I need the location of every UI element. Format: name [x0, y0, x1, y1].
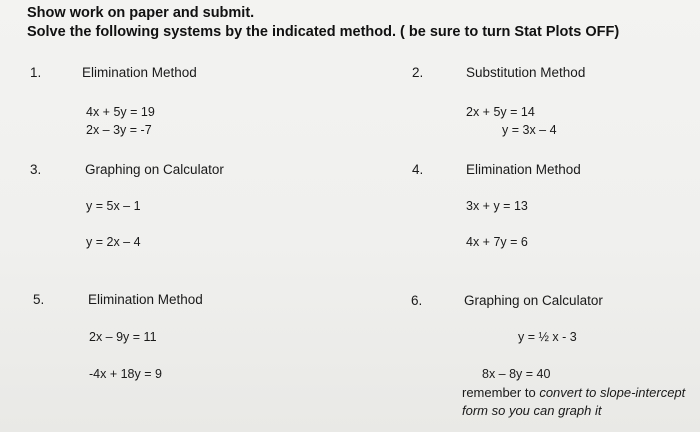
problem-2-method: Substitution Method: [466, 65, 586, 80]
problem-4-equation-2: 4x + 7y = 6: [466, 235, 528, 249]
graphing-hint-plain: remember to: [462, 385, 540, 400]
graphing-hint-line-1: [462, 386, 685, 399]
problem-6-number: 6.: [411, 293, 423, 308]
problem-5-number: 5.: [33, 292, 45, 307]
instruction-line-1: Show work on paper and submit.: [27, 5, 255, 21]
problem-6-equation-1: y = ½ x - 3: [518, 330, 577, 344]
problem-5-equation-1: 2x – 9y = 11: [89, 330, 157, 344]
problem-4-equation-1: 3x + y = 13: [466, 199, 528, 213]
problem-5-equation-2: -4x + 18y = 9: [89, 367, 162, 381]
problem-1-equation-2: 2x – 3y = -7: [86, 123, 152, 137]
problem-6-equation-2: 8x – 8y = 40: [482, 367, 551, 381]
problem-1-method: Elimination Method: [82, 65, 197, 80]
problem-2-number: 2.: [412, 65, 424, 80]
graphing-hint-italic-2: form so you can graph it: [462, 403, 602, 418]
problem-2-equation-1: 2x + 5y = 14: [466, 105, 535, 119]
problem-3-method: Graphing on Calculator: [85, 162, 224, 177]
problem-3-equation-1: y = 5x – 1: [86, 199, 141, 213]
problem-1-number: 1.: [30, 65, 42, 80]
problem-3-equation-2: y = 2x – 4: [86, 235, 141, 249]
problem-3-number: 3.: [30, 162, 42, 177]
graphing-hint-line-2: [462, 404, 601, 417]
problem-6-method: Graphing on Calculator: [464, 293, 603, 308]
graphing-hint-italic: convert to slope-intercept: [539, 385, 686, 400]
problem-1-equation-1: 4x + 5y = 19: [86, 105, 155, 119]
problem-4-method: Elimination Method: [466, 162, 581, 177]
problem-2-equation-2: y = 3x – 4: [502, 123, 557, 137]
problem-5-method: Elimination Method: [88, 292, 203, 307]
instruction-line-2: Solve the following systems by the indicated method. ( be sure to turn Stat Plots OFF): [27, 24, 620, 40]
problem-4-number: 4.: [412, 162, 424, 177]
